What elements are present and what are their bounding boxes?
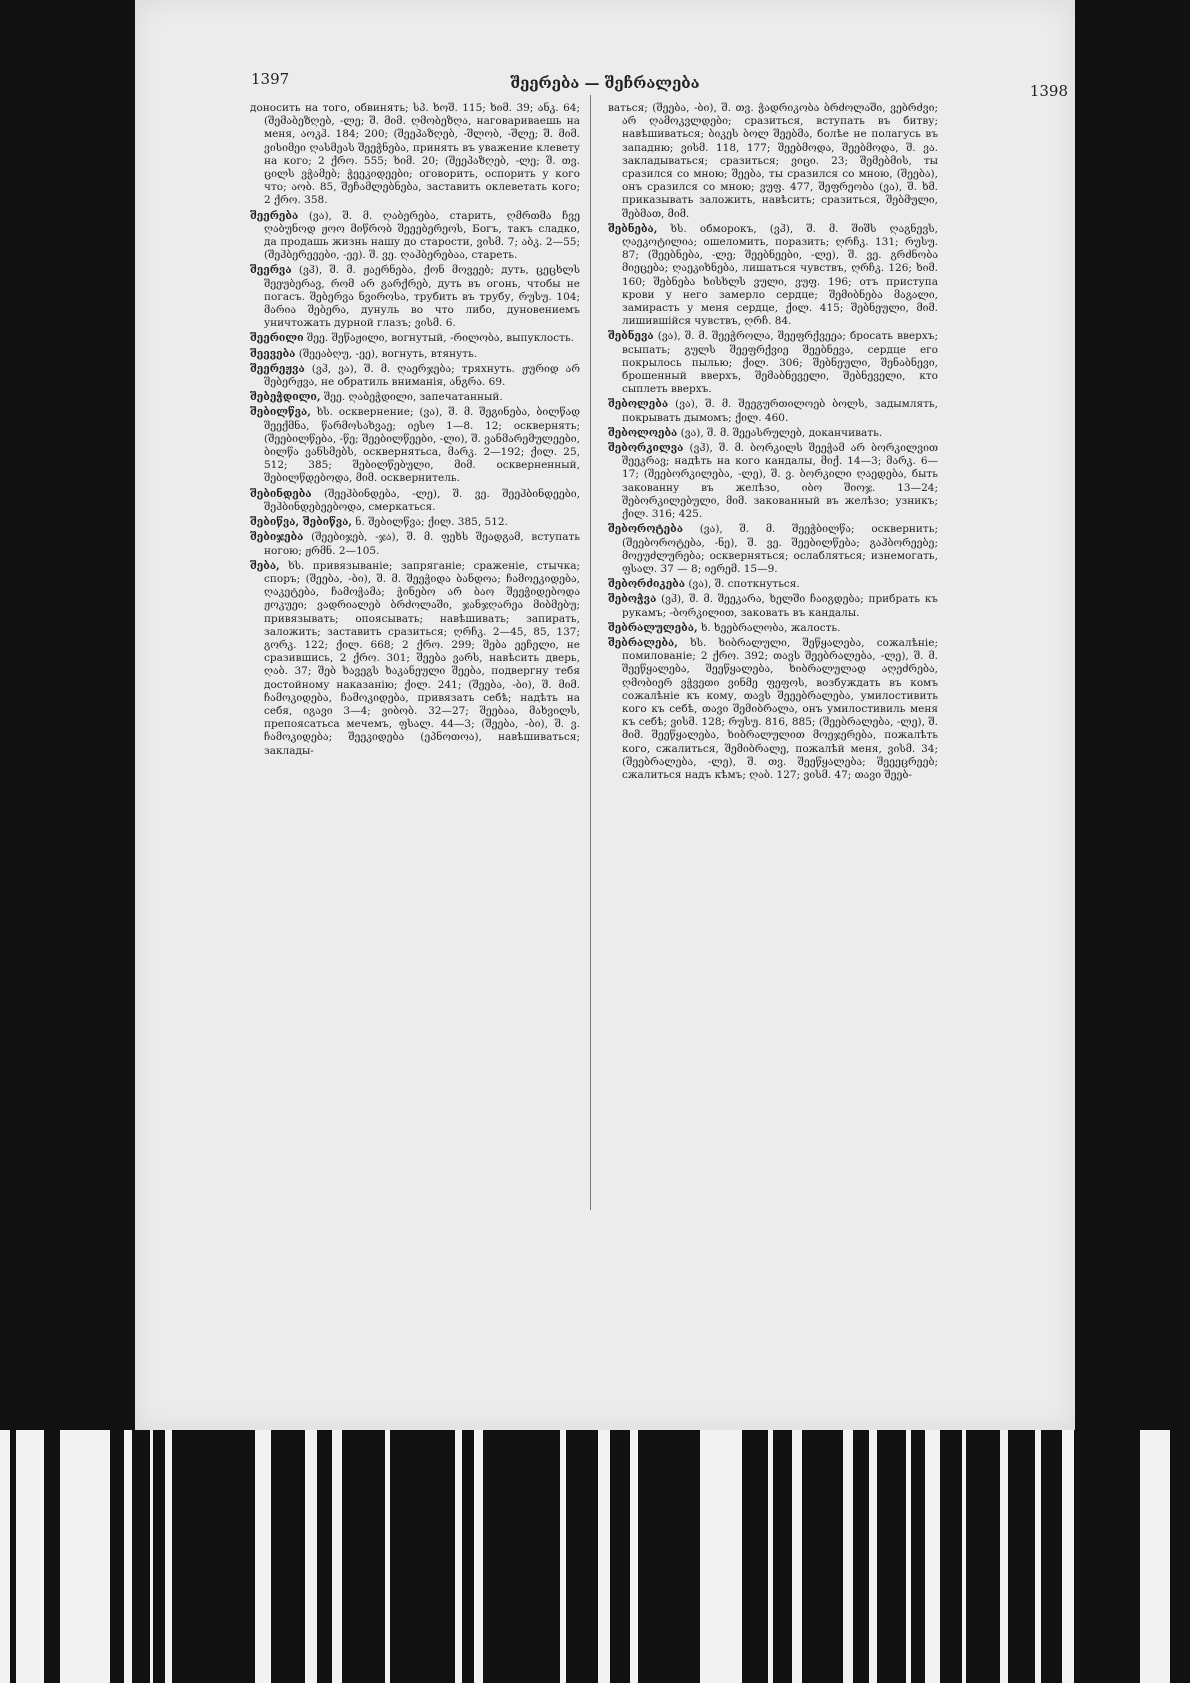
entry-headword: შებრალება, bbox=[608, 636, 678, 649]
dictionary-entry bbox=[250, 516, 580, 529]
entry-definition: (ვჰ), შ. მ. ბორკილს შეეჭამ არ ბორკილვით შეეკრავ; надѣть на кого кандалы, მიქ. 14—3; მარკ. 6—17; (შეებორკილება, -ლე), შ. ვ. ბორკილი ღაედება, быть закованну въ желѣзо, იბო შიოჯ. 13—24; შებორკილებული, მიმ. закованный въ желѣзо; узникъ; ქილ. 316; 425. bbox=[622, 442, 938, 521]
entry-headword: შებნება, bbox=[608, 222, 658, 235]
dictionary-entry bbox=[608, 593, 938, 619]
dictionary-entry bbox=[250, 363, 580, 389]
dictionary-entry bbox=[250, 391, 580, 404]
scan-edge bbox=[843, 1430, 853, 1683]
entry-definition: (შეებიჯებ, -ჯა), შ. მ. ფეხს შეადგამ, вступать ногою; ჟრმნ. 2—105. bbox=[264, 531, 580, 557]
scan-edge bbox=[1140, 1430, 1170, 1683]
entry-definition: შეე. ღაბეჭდილი, запечатанный. bbox=[323, 391, 503, 404]
scan-edge bbox=[869, 1430, 877, 1683]
scan-edge bbox=[1000, 1430, 1008, 1683]
entry-headword: შეერება bbox=[250, 209, 299, 222]
entry-headword: შებორკილვა bbox=[608, 442, 684, 455]
dictionary-entry bbox=[608, 637, 938, 782]
entry-definition: (შეეჰბინდება, -ლე), შ. ვე. შეეჰბინდეები, შეჰბინდებეებოდა, смеркаться. bbox=[264, 487, 580, 513]
scan-edge bbox=[150, 1430, 153, 1683]
entry-headword: შებოჭვა bbox=[608, 593, 657, 606]
entry-definition: ხს. привязываніе; запряганіе; сраженіе, стычка; споръ; (შეება, -ბი), შ. მ. შეეჭიდა ბანდოა; ჩამოეკიდება, ღაკეტება, ჩამოჭამა; ჭინებო არ ბაო შეეჭიდებოდა ჟოკუეი; ვადრიალებ ბრძოლაში, ჯანჯღარეა მიბმებუ; привязывать; опоясывать; навѣшивать; запирать, заложить; заставить сразиться; ღრჩკ. 2—45, 85, 137; გორკ. 122; ქილ. 668; 2 ქრო. 299; შება ეეჩელი, не сразившись, 2 ქრო. 301; შეება ვარს, навѣсить дверь, ღაბ. 37; შებ ხავეგს ხაკანეული შეება, подвергну тебя достойному наказанію; ქილ. 241; (შეება, -ბი), შ. მიმ. ჩამოკიდება, ჩამოკიდება, привязать себѣ; надѣть на себя, იგავი 3—4; ვიბობ. 32—27; შეებაა, მახვილს, препоясатьса мечемъ, ფსალ. 44—3; (შეება, -ბი), შ. ვ. ჩამოკიდება; შეეკიდება (ეპნოთოა), навѣшиваться; заклады- bbox=[264, 559, 580, 757]
entry-headword: შებორძიკება bbox=[608, 578, 685, 591]
scan-edge bbox=[598, 1430, 610, 1683]
entry-definition: (ვა), შ. споткнуться. bbox=[688, 578, 800, 591]
scan-edge bbox=[305, 1430, 317, 1683]
dictionary-entry bbox=[250, 102, 580, 208]
entry-headword: შებოლოება bbox=[608, 426, 678, 439]
entry-headword: შებოროტება bbox=[608, 523, 683, 536]
dictionary-entry bbox=[250, 348, 580, 361]
entry-headword: შებნევა bbox=[608, 330, 654, 343]
entry-headword: შეერილი bbox=[250, 332, 304, 345]
dictionary-entry bbox=[608, 398, 938, 424]
dictionary-entry bbox=[608, 442, 938, 521]
entry-headword: შება, bbox=[250, 559, 280, 572]
entry-definition: ხს. осквернение; (ვა), შ. მ. შეგინება, ბილწად შეექმნა, წარმოსახვაე; იესო 1—8. 12; осквернять; (შეებილწება, -წე; შეებილწეები, -ლი), შ. ვანმარემულეები, ბილწა ვანსმებს, осквернятьса, მარკ. 2—192; ქილ. 25, 512; 385; შებილწებული, მიმ. оскверненный, შებილწდებოდა, მიმ. осквернитель. bbox=[264, 406, 580, 485]
dictionary-entry bbox=[250, 332, 580, 345]
dictionary-entry bbox=[608, 523, 938, 576]
scan-edge bbox=[16, 1430, 44, 1683]
dictionary-entry bbox=[250, 531, 580, 557]
entry-headword: შებინდება bbox=[250, 487, 312, 500]
entry-definition: (ვა), შ. მ. შეეასრულებ, доканчивать. bbox=[680, 426, 883, 439]
dictionary-entry bbox=[608, 578, 938, 591]
running-head: შეერება — შეჩრალება bbox=[510, 74, 700, 92]
entry-definition: ხ. ხეებრალობა, жалость. bbox=[700, 621, 841, 634]
left-column bbox=[250, 102, 580, 1402]
entry-definition: შეე. შეწაჟილი, вогнутый, -რილობა, выпуклость. bbox=[306, 332, 574, 345]
right-page-number: 1398 bbox=[1029, 82, 1068, 100]
dictionary-entry bbox=[250, 264, 580, 330]
dictionary-entry bbox=[250, 560, 580, 758]
scan-edge bbox=[332, 1430, 342, 1683]
left-page-number: 1397 bbox=[251, 70, 290, 88]
right-column bbox=[608, 102, 938, 1402]
scan-edge bbox=[1062, 1430, 1074, 1683]
entry-headword: შებიწვა, შებიწვა, bbox=[250, 516, 353, 529]
column-divider bbox=[590, 95, 591, 1210]
dictionary-entry bbox=[608, 427, 938, 440]
entry-definition: ხს. ხიბრალული, შეწყალება, сожалѣніе; помилованіе; 2 ქრო. 392; თავს შეებრალება, -ლე), შ. მ. შეეწყალება, შეეწყალება, ხიბრალულად აღეძრება, ღმობიერ ვჭვეთი ვინმე ფეფოს, возбуждать въ комъ сожалѣніе къ кому, თავს შეეებრალება, умилостивить кого къ себѣ, თავი შემიბრალა, онъ умилостивиль меня къ себѣ; ვისმ. 128; რუსუ. 816, 885; (შეებრალება, -ლე), შ. მიმ. შეეწყალება, ხიბრალულით მოეჯერება, пожалѣть кого, сжалиться, შემიბრალე, пожалѣй меня, ვისმ. 34; (შეებრალება, -ლე), შ. თვ. შეეწყალება; შეეეცრეებ; сжалиться надъ кѣмъ; ღაბ. 127; ვისმ. 47; თავი შეებ- bbox=[622, 636, 938, 781]
entry-definition: ხს. обморокъ, (ვჰ), შ. მ. შიშს ღაგნევს, ღაეკოტილია; ошеломить, поразить; ღრჩკ. 131; რუსუ. 87; (შეებნება, -ლე; შეებნეები, -ლე), შ. ვე. გრძნობა მიეცება; ღაეკიხნება, лишаться чувствъ, ღრჩკ. 126; ხიმ. 160; შებნება ხისხლს ვული, ვუფ. 196; отъ приступа крови у него замерло сердце; შემიბნება მაგალი, замирасть у меня сердце, ქილ. 415; შებნეული, მიმ. лишившійся чувствъ, ღრჩ. 84. bbox=[622, 222, 938, 328]
scan-edge bbox=[700, 1430, 742, 1683]
scan-edge bbox=[906, 1430, 911, 1683]
scan-edge bbox=[165, 1430, 172, 1683]
entry-headword: შეევება bbox=[250, 347, 296, 360]
dictionary-entry bbox=[250, 210, 580, 263]
dictionary-page bbox=[135, 0, 1075, 1430]
entry-definition: (ვჰ, ვა), შ. მ. ღაერჯება; тряхнуть. ჟურიდ არ შებერჟვა, не обратиль вниманія, ანგრა. 69. bbox=[264, 362, 580, 389]
scan-edge bbox=[962, 1430, 966, 1683]
entry-headword: შეერეჟვა bbox=[250, 362, 305, 375]
scan-edge bbox=[255, 1430, 271, 1683]
entry-definition: (ვჰ), შ. მ. ჟაერნება, ქონ მოვეებ; дуть, ცეცხლს შეეუბერავ, რომ არ გარქრებ, дуть въ огонь, чтобы не погасъ. შებერვა ნვიროსა, трубить въ трубу, რუსუ. 104; მარია შებერა, дунуль во что либо, дуновениемъ уничтожать дурной глазъ; ვისმ. 6. bbox=[264, 264, 580, 330]
scan-edge bbox=[0, 1430, 10, 1683]
scan-edge bbox=[768, 1430, 773, 1683]
entry-definition: (შეეაბღუ, -ეე), вогнуть, втянуть. bbox=[298, 347, 478, 360]
scan-edge bbox=[925, 1430, 940, 1683]
scan-edge bbox=[630, 1430, 638, 1683]
entry-headword: შებოლება bbox=[608, 398, 669, 411]
dictionary-entry bbox=[608, 102, 938, 221]
entry-headword: შებილწვა, bbox=[250, 406, 311, 419]
entry-headword: შეერვა bbox=[250, 264, 292, 277]
entry-headword: შებეჭდილი, bbox=[250, 391, 321, 404]
entry-definition: (ვა), შ. მ. შეეჭროლა, შეეფრქვეეა; бросать вверхъ; всыпать; გულს შეეფრქვიე შეებნევა, сердце его покрылось пылью; ქილ. 306; შებნეული, შენაბნევი, брошенный вверхъ, შემაბნეველი, შებნეველი, кто сыплеть вверхъ. bbox=[622, 330, 938, 396]
entry-headword: შებიჯება bbox=[250, 531, 304, 544]
dictionary-entry bbox=[250, 406, 580, 485]
entry-definition: ваться; (შეება, -ბი), შ. თვ. ჭადრიკობა ბრძოლაში, ვებრძვი; არ ღამოკვლდები; сразиться, вступать въ битву; навѣшиваться; ბიკეს ბოლ შეებმა, болѣе не полагусь въ западню; ვისმ. 118, 177; შეებმოდა, შეებმოდა, შ. ვა. закладываться; сразиться; ვიცი. 23; შემებმის, ты сразился со мною; შეება, ты сразился со мною, (შეება), онъ сразился со мною; ვუფ. 477, შეფრეობა (ვა), შ. ხმ. приказывать заложить, навѣсить; сразиться, შებმული, შებმათ, მიმ. bbox=[608, 102, 938, 220]
scan-edge bbox=[385, 1430, 390, 1683]
scan-edge bbox=[474, 1430, 483, 1683]
scan-edge bbox=[455, 1430, 462, 1683]
scan-edge bbox=[124, 1430, 132, 1683]
dictionary-entry bbox=[608, 223, 938, 329]
entry-definition: (ვა), შ. მ. შეეგურთილოებ ბოლს, задымлять, покрывать дымомъ; ქილ. 460. bbox=[622, 398, 938, 424]
scan-edge bbox=[560, 1430, 566, 1683]
entry-definition: (ვა), შ. მ. ღაბერება, старить, ღმრთმა ჩვე ღაბუნოდ ჟოო მიწრობ შეეებერეოს, Богъ, такъ сладко, да продашь жизнь нашу до старости, ვისმ. 7; აბკ. 2—55; (შეჰბერეეები, -ეე). შ. ვე. ღაჰბერებაა, стареть. bbox=[264, 209, 580, 262]
entry-definition: (ვა), შ. მ. შეეჭბილწა; осквернить; (შეებოროტება, -ნე), შ. ვე. შეებილწება; გაჰბორეებე; მოეუძლურება; оскверняться; ослабляться; изнемогать, ფსალ. 37 — 8; იერემ. 15—9. bbox=[622, 523, 938, 575]
entry-definition: доносить на того, обвинять; სპ. ხოშ. 115; ხიმ. 39; ანკ. 64; (შემაბეზღებ, -ლე; შ. მიმ. ღმობეზღა, наговариваешь на меня, აოკჰ. 184; 200; (შეეპაზღებ, -შლობ, -შლე; შ. მიმ. ვისიმეი ღასმეას შეეჭნება, принять въ уважение клевету на кого; 2 ქრო. 555; ხიმ. 20; (შეეპაზღებ, -ლე; შ. თვ. ცილს ვჭამებ; ჭეეკიდეები; оговорить, оспорить у кого что; აობ. 85, შეჩამლებნება, заставить оклеветать кого; 2 ქრო. 358. bbox=[250, 102, 580, 207]
dictionary-entry bbox=[608, 622, 938, 635]
entry-definition: ნ. შებილწვა; ქილ. 385, 512. bbox=[355, 516, 508, 529]
entry-definition: (ვჰ), შ. მ. შეეკარა, ხელში ჩაიგდება; прибрать къ рукамъ; -ბორკილით, заковать въ кандалы. bbox=[622, 593, 938, 619]
scan-edge bbox=[1035, 1430, 1041, 1683]
dictionary-entry bbox=[608, 330, 938, 396]
entry-headword: შებრალულება, bbox=[608, 621, 698, 634]
scan-edge bbox=[792, 1430, 802, 1683]
dictionary-entry bbox=[250, 488, 580, 514]
scan-edge bbox=[60, 1430, 110, 1683]
